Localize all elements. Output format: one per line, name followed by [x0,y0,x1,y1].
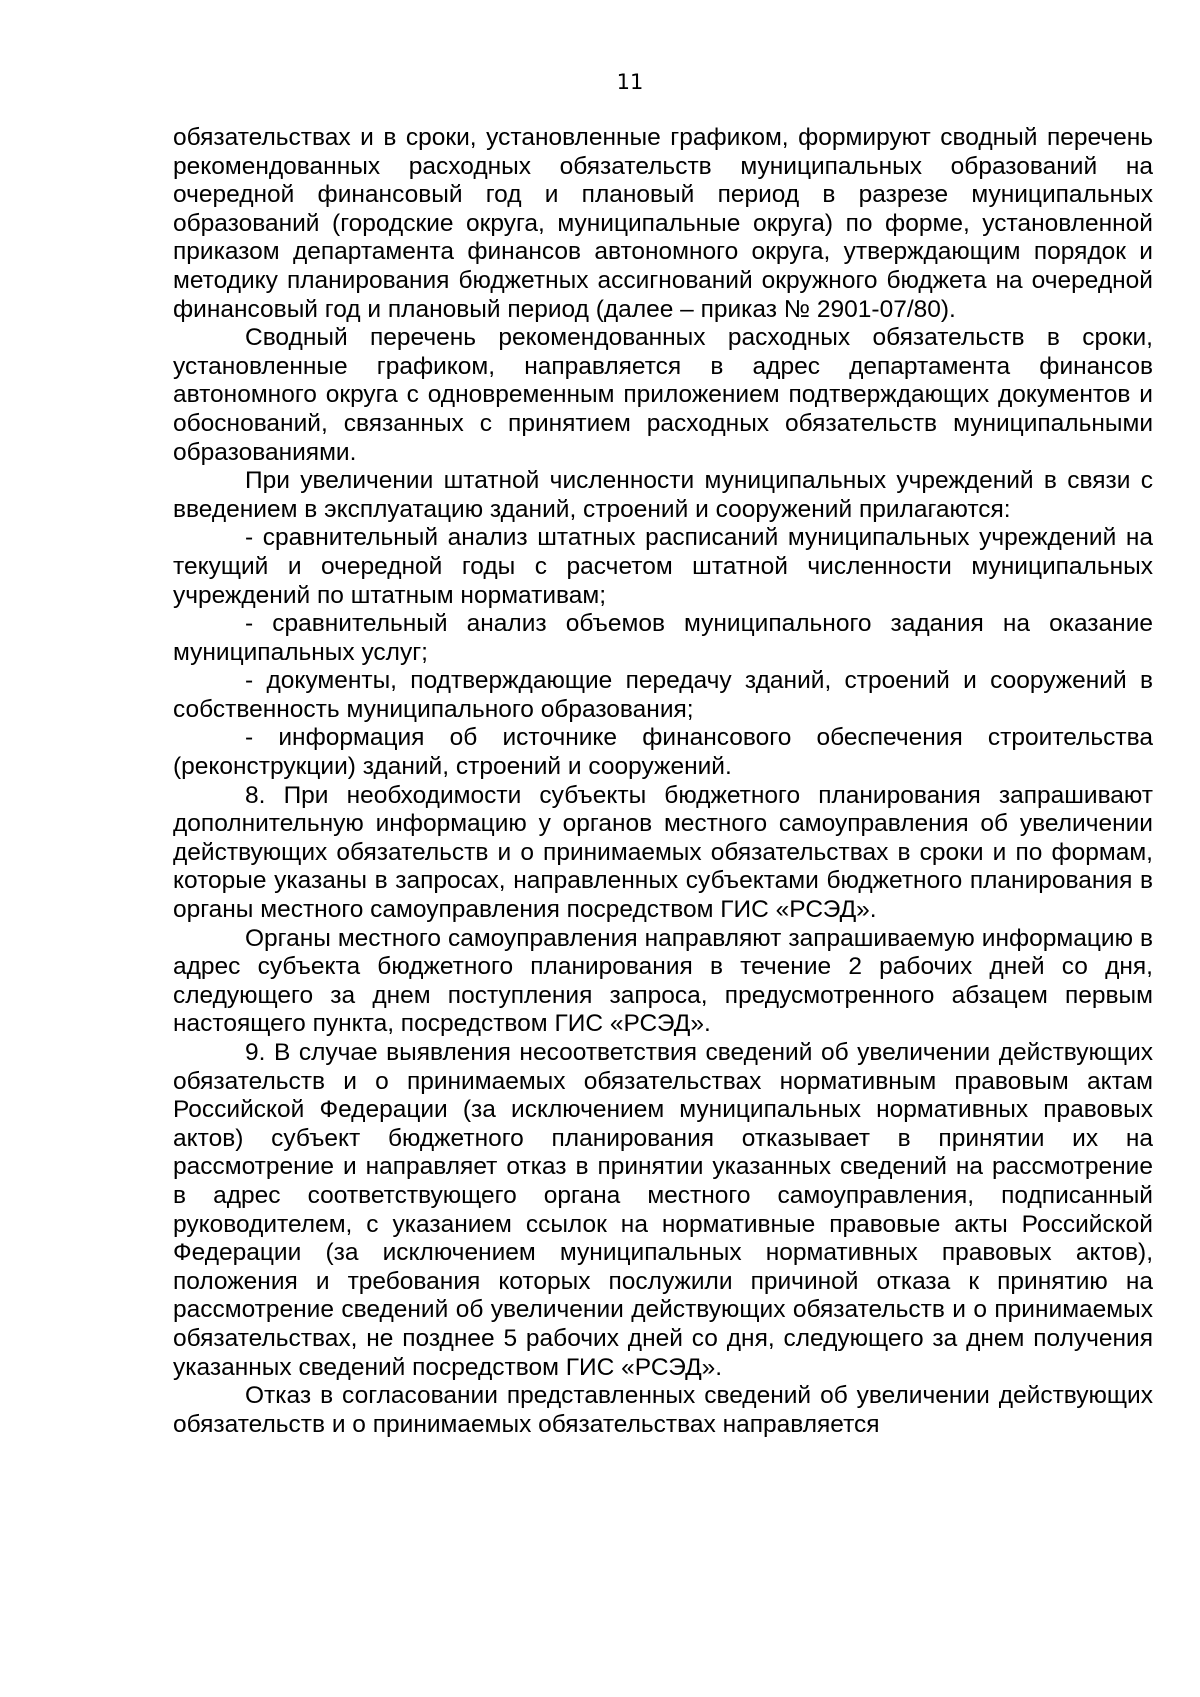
list-item: - сравнительный анализ штатных расписаний муниципальных учреждений на текущий и очередной годы с расчетом штатной численности муниципальных учреждений по штатным нормативам; [173,524,1153,609]
paragraph-truncated: Отказ в согласовании представленных сведений об увеличении действующих обязательств и о принимаемых обязательствах направляется [173,1382,1153,1438]
page-number: 11 [616,70,644,94]
paragraph: При увеличении штатной численности муниципальных учреждений в связи с введением в эксплуатацию зданий, строений и сооружений прилагаются: [173,467,1153,523]
section-9-paragraph: 9. В случае выявления несоответствия сведений об увеличении действующих обязательств и о принимаемых обязательствах нормативным правовым актам Российской Федерации (за исключением муниципальных нормативных правовых актов) субъект бюджетного планирования отказывает в принятии их на рассмотрение и направляет отказ в принятии указанных сведений на рассмотрение в адрес соответствующего органа местного самоуправления, подписанный руководителем, с указанием ссылок на нормативные правовые акты Российской Федерации (за исключением муниципальных нормативных правовых актов), положения и требования которых послужили причиной отказа к принятию на рассмотрение сведений об увеличении действующих обязательств и о принимаемых обязательствах, не позднее 5 рабочих дней со дня, следующего за днем получения указанных сведений посредством ГИС «РСЭД». [173,1039,1153,1381]
list-item: - сравнительный анализ объемов муниципального задания на оказание муниципальных услуг; [173,610,1153,666]
list-item: - документы, подтверждающие передачу зданий, строений и сооружений в собственность муниципального образования; [173,667,1153,723]
section-8-paragraph: 8. При необходимости субъекты бюджетного планирования запрашивают дополнительную информацию у органов местного самоуправления об увеличении действующих обязательств и о принимаемых обязательствах в сроки и по формам, которые указаны в запросах, направленных субъектами бюджетного планирования в органы местного самоуправления посредством ГИС «РСЭД». [173,781,1153,924]
list-item: - информация об источнике финансового обеспечения строительства (реконструкции) зданий, строений и сооружений. [173,724,1153,781]
paragraph-continuation: обязательствах и в сроки, установленные графиком, формируют сводный перечень рекомендованных расходных обязательств муниципальных образований на очередной финансовый год и плановый период в разрезе муниципальных образований (городские округа, муниципальные округа) по форме, установленной приказом департамента финансов автономного округа, утверждающим порядок и методику планирования бюджетных ассигнований окружного бюджета на очередной финансовый год и плановый период (далее – приказ № 2901-07/80). [173,124,1153,323]
paragraph: Органы местного самоуправления направляют запрашиваемую информацию в адрес субъекта бюджетного планирования в течение 2 рабочих дней со дня, следующего за днем поступления запроса, предусмотренного абзацем первым настоящего пункта, посредством ГИС «РСЭД». [173,924,1153,1038]
document-body [173,124,1153,1439]
paragraph: Сводный перечень рекомендованных расходных обязательств в сроки, установленные графиком, направляется в адрес департамента финансов автономного округа с одновременным приложением подтверждающих документов и обоснований, связанных с принятием расходных обязательств муниципальными образованиями. [173,324,1153,466]
